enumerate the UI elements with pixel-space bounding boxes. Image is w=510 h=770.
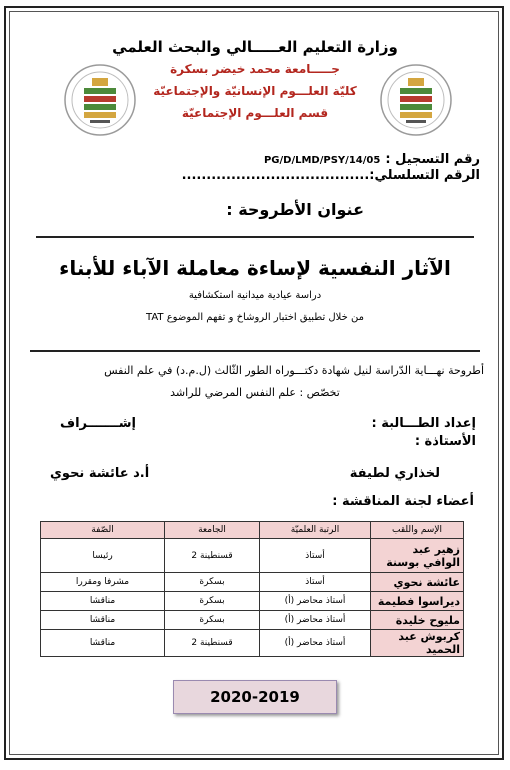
thesis-title-label: عنوان الأطروحة : xyxy=(226,200,364,219)
member-name: ديراسوا فطيمة xyxy=(371,592,464,611)
specialty: تخصّص : علم النفس المرضي للراشد xyxy=(170,386,340,399)
thesis-method: من خلال تطبيق اختبار الروشاخ و تفهم الموضوع TAT xyxy=(146,312,364,323)
thesis-title: الآثار النفسية لإساءة معاملة الآباء للأبناء xyxy=(59,256,451,280)
academic-year-box xyxy=(173,680,337,714)
academic-year: 2020-2019 xyxy=(210,688,300,706)
header-role: الصّفة xyxy=(41,522,165,539)
header-rank: الرتبة العلميّة xyxy=(260,522,371,539)
committee-table xyxy=(40,521,464,657)
committee-label: أعضاء لجنة المناقشة : xyxy=(332,494,474,509)
header-university: الجامعة xyxy=(165,522,260,539)
university-name: جـــــامعة محمد خيضر بسكرة xyxy=(170,62,340,76)
department-name: قسم العلـــوم الإجتماعيّة xyxy=(181,106,329,120)
member-rank: أستاذ xyxy=(260,539,371,573)
professor-label: الأستاذة : xyxy=(414,434,476,449)
member-name: عائشة نحوي xyxy=(371,573,464,592)
member-role: مناقشا xyxy=(41,611,165,630)
table-row xyxy=(41,630,464,657)
registration-number: 05/PG/D/LMD/PSY/14 xyxy=(263,155,381,166)
institution-header xyxy=(110,36,400,124)
member-rank: أستاذ محاضر (أ) xyxy=(260,630,371,657)
prepared-by-label: إعداد الطـــالبة : xyxy=(371,416,476,431)
member-rank: أستاذ محاضر (أ) xyxy=(260,592,371,611)
member-university: قسنطينة 2 xyxy=(165,539,260,573)
student-name: لخذاري لطيفة xyxy=(349,466,440,481)
member-rank: أستاذ محاضر (أ) xyxy=(260,611,371,630)
table-row xyxy=(41,592,464,611)
serial-number-line: الرقم التسلسلي:...................................... xyxy=(181,168,480,183)
title-rule-bottom xyxy=(30,350,480,352)
registration-label: رقم التسجيل : xyxy=(385,152,480,167)
member-rank: أستاذ xyxy=(260,573,371,592)
member-role: رئيسا xyxy=(41,539,165,573)
member-name: كربوش عبد الحميد xyxy=(371,630,464,657)
thesis-subtitle: دراسة عيادية ميدانية استكشافية xyxy=(188,290,322,301)
table-header-row xyxy=(41,522,464,539)
title-rule-top xyxy=(36,236,474,238)
member-role: مناقشا xyxy=(41,630,165,657)
member-university: قسنطينة 2 xyxy=(165,630,260,657)
member-role: مناقشا xyxy=(41,592,165,611)
faculty-name: كليّة العلـــوم الإنسانيّة والإجتماعيّة xyxy=(153,84,357,98)
member-name: مليوح خليدة xyxy=(371,611,464,630)
member-university: بسكرة xyxy=(165,573,260,592)
table-row xyxy=(41,539,464,573)
member-university: بسكرة xyxy=(165,611,260,630)
ministry-name: وزارة التعليم العـــــالي والبحث العلمي xyxy=(112,38,398,56)
supervision-label: إشـــــــراف xyxy=(60,416,136,431)
header-name: الإسم واللقب xyxy=(371,522,464,539)
supervisor-name: أ.د عائشة نحوي xyxy=(50,466,150,481)
member-name: زهير عبد الوافي بوسنة xyxy=(371,539,464,573)
degree-statement: أطروحة نهـــاية الدّراسة لنيل شهادة دكتـــوراه الطور الثّالث (ل.م.د) في علم النفس xyxy=(104,364,484,377)
table-row xyxy=(41,573,464,592)
member-university: بسكرة xyxy=(165,592,260,611)
registration-line xyxy=(264,148,480,167)
member-role: مشرفا ومقررا xyxy=(41,573,165,592)
table-row xyxy=(41,611,464,630)
